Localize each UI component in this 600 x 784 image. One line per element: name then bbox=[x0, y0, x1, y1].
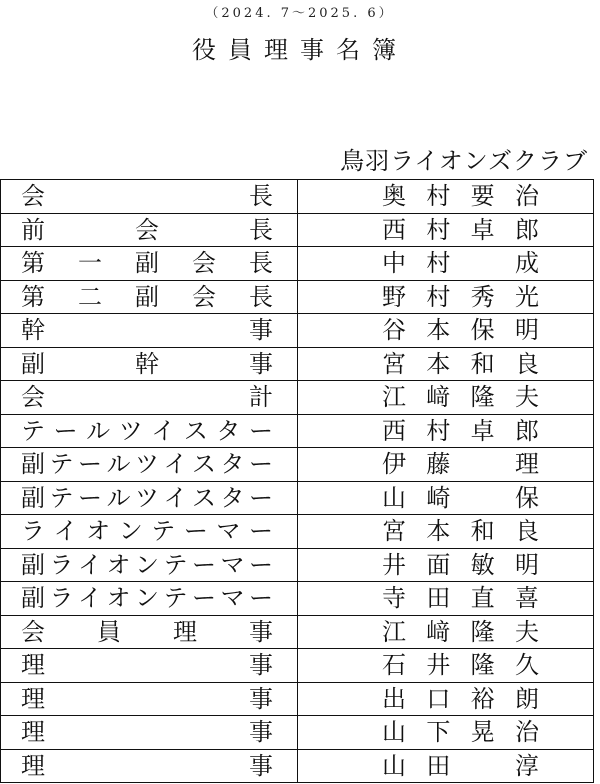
name-char: 村 bbox=[426, 282, 451, 311]
name-char: 保 bbox=[514, 483, 539, 512]
name-char: 奥 bbox=[382, 182, 406, 211]
table-row bbox=[1, 750, 593, 783]
name-char: 晃 bbox=[470, 718, 495, 747]
title-char: ー bbox=[249, 550, 273, 579]
title-char: 事 bbox=[249, 751, 273, 780]
name-char: 伊 bbox=[382, 450, 406, 479]
member-name bbox=[298, 515, 593, 548]
officer-title bbox=[1, 549, 298, 582]
title-char: 一 bbox=[78, 249, 102, 278]
member-name bbox=[298, 281, 593, 314]
name-char: 﨑 bbox=[426, 617, 451, 646]
title-char: ル bbox=[106, 483, 131, 512]
name-char: 秀 bbox=[470, 282, 495, 311]
name-char: 夫 bbox=[514, 617, 539, 646]
table-row bbox=[1, 180, 593, 214]
name-char: 卓 bbox=[470, 215, 495, 244]
name-char: 成 bbox=[514, 249, 539, 278]
title-char: 事 bbox=[249, 718, 273, 747]
title-char: 計 bbox=[249, 383, 273, 412]
title-char: 長 bbox=[249, 182, 273, 211]
title-char: ツ bbox=[135, 450, 159, 479]
title-char: イ bbox=[78, 584, 102, 613]
name-char: 久 bbox=[514, 651, 539, 680]
title-char: ツ bbox=[118, 416, 143, 445]
table-row bbox=[1, 649, 593, 683]
name-char: 寺 bbox=[382, 584, 406, 613]
title-char: 第 bbox=[21, 282, 45, 311]
name-char: 郎 bbox=[514, 215, 539, 244]
title-char: イ bbox=[163, 450, 188, 479]
title-char: ラ bbox=[49, 584, 74, 613]
name-char: 下 bbox=[426, 718, 451, 747]
title-char: 会 bbox=[21, 182, 45, 211]
name-char: 淳 bbox=[514, 751, 539, 780]
name-char: 朗 bbox=[514, 684, 539, 713]
name-char: 江 bbox=[382, 617, 406, 646]
table-row bbox=[1, 214, 593, 248]
table-row bbox=[1, 247, 593, 281]
title-char: 理 bbox=[21, 751, 45, 780]
title-char: テ bbox=[49, 483, 74, 512]
name-char: 藤 bbox=[426, 450, 451, 479]
title-char: 会 bbox=[135, 215, 159, 244]
title-char: 長 bbox=[249, 249, 273, 278]
title-char: 会 bbox=[21, 617, 45, 646]
name-char: 治 bbox=[514, 718, 539, 747]
title-char: ー bbox=[78, 483, 102, 512]
name-char: 卓 bbox=[470, 416, 495, 445]
name-char: 隆 bbox=[470, 383, 495, 412]
title-char: 幹 bbox=[135, 349, 159, 378]
member-name bbox=[298, 649, 593, 682]
officer-title bbox=[1, 716, 298, 749]
member-name bbox=[298, 214, 593, 247]
title-char: 事 bbox=[249, 651, 273, 680]
table-row bbox=[1, 683, 593, 717]
name-char: 山 bbox=[382, 483, 406, 512]
name-char: 石 bbox=[382, 651, 406, 680]
name-char: 山 bbox=[382, 751, 406, 780]
name-char: 宮 bbox=[382, 349, 406, 378]
name-char: 要 bbox=[470, 182, 495, 211]
title-char: マ bbox=[216, 517, 241, 546]
officer-title bbox=[1, 381, 298, 414]
member-name bbox=[298, 314, 593, 347]
table-row bbox=[1, 381, 593, 415]
name-char: 本 bbox=[426, 517, 451, 546]
title-char: ー bbox=[248, 517, 273, 546]
table-row bbox=[1, 482, 593, 516]
title-char: マ bbox=[220, 550, 245, 579]
title-char: タ bbox=[220, 483, 245, 512]
name-char: 井 bbox=[382, 550, 406, 579]
name-char: 村 bbox=[426, 215, 451, 244]
name-char: 田 bbox=[426, 584, 451, 613]
officer-title bbox=[1, 247, 298, 280]
table-row bbox=[1, 348, 593, 382]
name-char: 出 bbox=[382, 684, 406, 713]
name-char: 宮 bbox=[382, 517, 406, 546]
member-name bbox=[298, 683, 593, 716]
title-char: 前 bbox=[21, 215, 45, 244]
name-char: 光 bbox=[514, 282, 539, 311]
name-char: 理 bbox=[514, 450, 539, 479]
name-char: 面 bbox=[426, 550, 451, 579]
officer-title bbox=[1, 582, 298, 615]
member-name bbox=[298, 716, 593, 749]
name-char: 崎 bbox=[426, 483, 451, 512]
table-row bbox=[1, 281, 593, 315]
table-row bbox=[1, 716, 593, 750]
title-char: 副 bbox=[21, 550, 45, 579]
title-char: ー bbox=[249, 450, 273, 479]
term-period: （2024. 7～2025. 6） bbox=[205, 6, 395, 21]
name-char: 郎 bbox=[514, 416, 539, 445]
name-char: 村 bbox=[426, 416, 451, 445]
officer-title bbox=[1, 180, 298, 213]
title-char: イ bbox=[78, 550, 102, 579]
officer-title bbox=[1, 448, 298, 481]
member-name bbox=[298, 549, 593, 582]
name-char: 隆 bbox=[470, 617, 495, 646]
member-name bbox=[298, 582, 593, 615]
name-char: 良 bbox=[514, 349, 539, 378]
title-char: 長 bbox=[249, 215, 273, 244]
title-char: 会 bbox=[192, 282, 216, 311]
title-char: テ bbox=[21, 416, 45, 445]
name-char: 江 bbox=[382, 383, 406, 412]
title-char: 長 bbox=[249, 282, 273, 311]
title-char: ン bbox=[118, 517, 143, 546]
member-name bbox=[298, 348, 593, 381]
title-char: 二 bbox=[78, 282, 102, 311]
title-char: ラ bbox=[21, 517, 45, 546]
title-char: 会 bbox=[21, 383, 45, 412]
member-name bbox=[298, 180, 593, 213]
name-char: 良 bbox=[514, 517, 539, 546]
title-char: ー bbox=[183, 517, 208, 546]
title-char: 事 bbox=[249, 617, 273, 646]
name-char: 村 bbox=[426, 182, 451, 211]
officer-title bbox=[1, 616, 298, 649]
title-char: 第 bbox=[21, 249, 45, 278]
name-char: 井 bbox=[426, 651, 451, 680]
title-char: テ bbox=[163, 584, 188, 613]
title-char: 副 bbox=[21, 450, 45, 479]
title-char: ー bbox=[53, 416, 78, 445]
member-name bbox=[298, 482, 593, 515]
title-char: オ bbox=[106, 550, 131, 579]
name-char: 夫 bbox=[514, 383, 539, 412]
name-char: 直 bbox=[470, 584, 495, 613]
table-row bbox=[1, 448, 593, 482]
title-char: ス bbox=[192, 450, 216, 479]
member-name bbox=[298, 415, 593, 448]
table-row bbox=[1, 415, 593, 449]
member-name bbox=[298, 750, 593, 783]
name-char: 村 bbox=[426, 249, 451, 278]
name-char: 明 bbox=[514, 316, 539, 345]
name-char: 西 bbox=[382, 215, 406, 244]
title-char: 事 bbox=[249, 684, 273, 713]
title-char: ー bbox=[192, 550, 216, 579]
name-char: 明 bbox=[514, 550, 539, 579]
title-char: ス bbox=[183, 416, 208, 445]
title-char: タ bbox=[216, 416, 241, 445]
table-row bbox=[1, 549, 593, 583]
title-char: ー bbox=[249, 483, 273, 512]
roster-table bbox=[0, 179, 594, 783]
title-char: ン bbox=[135, 550, 159, 579]
member-name bbox=[298, 616, 593, 649]
title-char: ル bbox=[106, 450, 131, 479]
title-char: ン bbox=[135, 584, 159, 613]
title-char: タ bbox=[220, 450, 245, 479]
title-char: イ bbox=[163, 483, 188, 512]
name-char: 山 bbox=[382, 718, 406, 747]
officer-title bbox=[1, 314, 298, 347]
name-char: 和 bbox=[470, 517, 495, 546]
table-row bbox=[1, 515, 593, 549]
officer-title bbox=[1, 515, 298, 548]
title-char: ラ bbox=[49, 550, 74, 579]
officer-title bbox=[1, 348, 298, 381]
title-char: 理 bbox=[173, 617, 197, 646]
title-char: イ bbox=[53, 517, 78, 546]
name-char: 本 bbox=[426, 316, 451, 345]
member-name bbox=[298, 381, 593, 414]
title-char: 理 bbox=[21, 651, 45, 680]
title-char: ー bbox=[249, 584, 273, 613]
officer-title bbox=[1, 683, 298, 716]
table-row bbox=[1, 616, 593, 650]
title-char: 副 bbox=[135, 249, 159, 278]
title-char: テ bbox=[163, 550, 188, 579]
title-char: テ bbox=[49, 450, 74, 479]
title-char: マ bbox=[220, 584, 245, 613]
title-char: 事 bbox=[249, 349, 273, 378]
officer-title bbox=[1, 482, 298, 515]
page-title: 役員理事名簿 bbox=[192, 36, 408, 64]
title-char: 副 bbox=[21, 584, 45, 613]
officer-title bbox=[1, 750, 298, 783]
title-char: ス bbox=[192, 483, 216, 512]
name-char: 野 bbox=[382, 282, 406, 311]
title-char: 副 bbox=[135, 282, 159, 311]
title-char: 員 bbox=[97, 617, 121, 646]
title-char: オ bbox=[106, 584, 131, 613]
name-char: 本 bbox=[426, 349, 451, 378]
table-row bbox=[1, 314, 593, 348]
officer-title bbox=[1, 415, 298, 448]
title-char: 理 bbox=[21, 718, 45, 747]
name-char: 隆 bbox=[470, 651, 495, 680]
title-char: ー bbox=[78, 450, 102, 479]
title-char: ー bbox=[248, 416, 273, 445]
name-char: 谷 bbox=[382, 316, 406, 345]
officer-title bbox=[1, 281, 298, 314]
member-name bbox=[298, 247, 593, 280]
title-char: テ bbox=[151, 517, 176, 546]
title-char: ツ bbox=[135, 483, 159, 512]
officer-title bbox=[1, 649, 298, 682]
name-char: 喜 bbox=[514, 584, 539, 613]
title-char: 幹 bbox=[21, 316, 45, 345]
table-row bbox=[1, 582, 593, 616]
name-char: 治 bbox=[514, 182, 539, 211]
name-char: 西 bbox=[382, 416, 406, 445]
name-char: 口 bbox=[426, 684, 451, 713]
title-char: 理 bbox=[21, 684, 45, 713]
title-char: 事 bbox=[249, 316, 273, 345]
name-char: 﨑 bbox=[426, 383, 451, 412]
name-char: 保 bbox=[470, 316, 495, 345]
member-name bbox=[298, 448, 593, 481]
organization-name: 鳥羽ライオンズクラブ bbox=[340, 147, 588, 175]
title-char: ー bbox=[192, 584, 216, 613]
name-char: 和 bbox=[470, 349, 495, 378]
title-char: 副 bbox=[21, 483, 45, 512]
name-char: 裕 bbox=[470, 684, 495, 713]
title-char: 会 bbox=[192, 249, 216, 278]
name-char: 敏 bbox=[470, 550, 495, 579]
name-char: 田 bbox=[426, 751, 451, 780]
title-char: 副 bbox=[21, 349, 45, 378]
officer-title bbox=[1, 214, 298, 247]
title-char: イ bbox=[151, 416, 176, 445]
title-char: ル bbox=[86, 416, 111, 445]
title-char: オ bbox=[86, 517, 111, 546]
name-char: 中 bbox=[382, 249, 406, 278]
